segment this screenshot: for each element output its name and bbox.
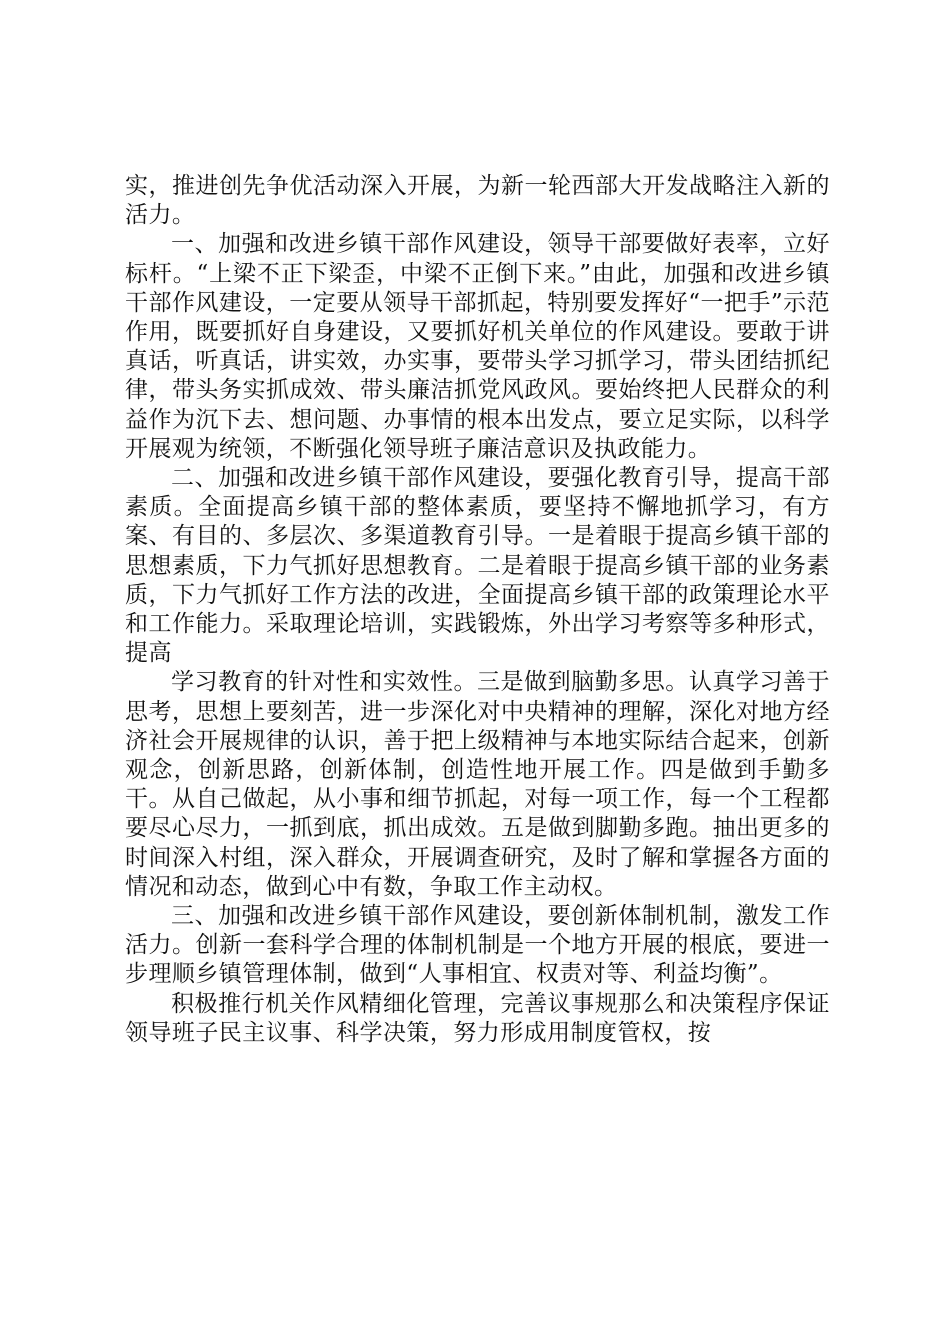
paragraph-refined-management: 积极推行机关作风精细化管理，完善议事规那么和决策程序保证领导班子民主议事、科学决策，努力形成用制度管权，按 (125, 990, 830, 1046)
paragraph-section-one: 一、加强和改进乡镇干部作风建设，领导干部要做好表率，立好标杆。“上梁不正下梁歪，中梁不正倒下来。”由此，加强和改进乡镇干部作风建设，一定要从领导干部抓起，特别要发挥好“一把手”示范作用，既要抓好自身建设，又要抓好机关单位的作风建设。要敢于讲真话，听真话，讲实效，办实事，要带头学习抓学习，带头团结抓纪律，带头务实抓成效、带头廉洁抓党风政风。要始终把人民群众的利益作为沉下去、想问题、办事情的根本出发点，要立足实际，以科学开展观为统领，不断强化领导班子廉洁意识及执政能力。 (125, 231, 830, 462)
paragraph-study-education: 学习教育的针对性和实效性。三是做到脑勤多思。认真学习善于思考，思想上要刻苦，进一步深化对中央精神的理解，深化对地方经济社会开展规律的认识，善于把上级精神与本地实际结合起来，创新观念，创新思路，创新体制，创造性地开展工作。四是做到手勤多干。从自己做起，从小事和细节抓起，对每一项工作，每一个工程都要尽心尽力，一抓到底，抓出成效。五是做到脚勤多跑。抽出更多的时间深入村组，深入群众，开展调查研究，及时了解和掌握各方面的情况和动态，做到心中有数，争取工作主动权。 (125, 669, 830, 900)
paragraph-section-three: 三、加强和改进乡镇干部作风建设，要创新体制机制，激发工作活力。创新一套科学合理的体制机制是一个地方开展的根底，要进一步理顺乡镇管理体制，做到“人事相宜、权责对等、利益均衡”。 (125, 903, 830, 988)
body-text (125, 172, 830, 1048)
paragraph-continuation: 实，推进创先争优活动深入开展，为新一轮西部大开发战略注入新的活力。 (125, 173, 830, 229)
paragraph-section-two: 二、加强和改进乡镇干部作风建设，要强化教育引导，提高干部素质。全面提高乡镇干部的整体素质，要坚持不懈地抓学习，有方案、有目的、多层次、多渠道教育引导。一是着眼于提高乡镇干部的思想素质，下力气抓好思想教育。二是着眼于提高乡镇干部的业务素质，下力气抓好工作方法的改进，全面提高乡镇干部的政策理论水平和工作能力。采取理论培训，实践锻炼，外出学习考察等多种形式，提高 (125, 465, 830, 667)
